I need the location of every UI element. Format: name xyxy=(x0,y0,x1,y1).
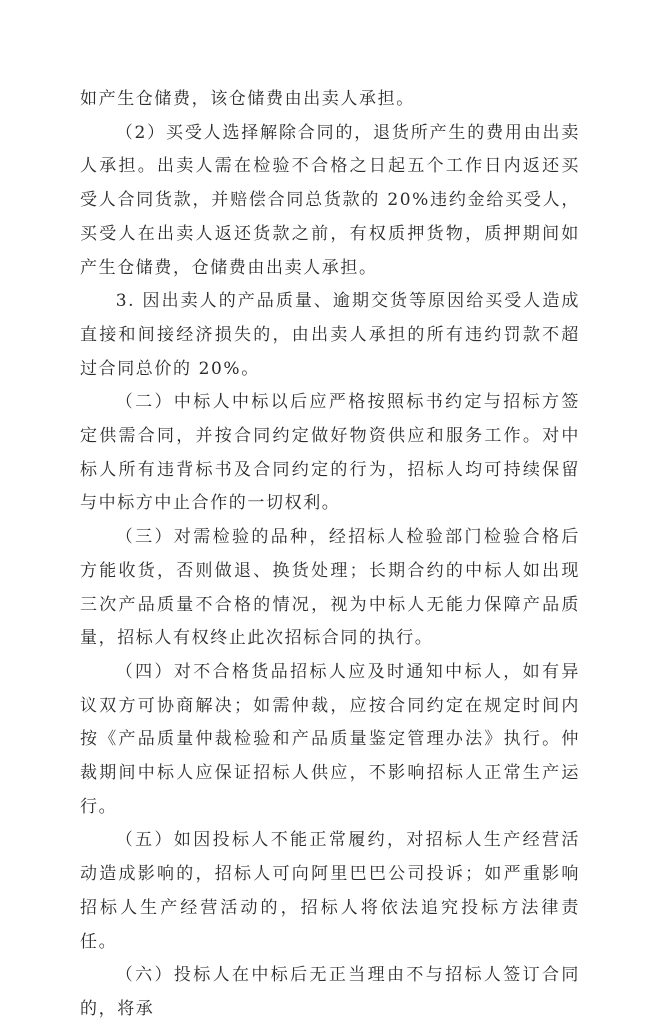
paragraph-section-5-complaint: （五）如因投标人不能正常履约，对招标人生产经营活动造成影响的，招标人可向阿里巴巴公司投诉；如严重影响招标人生产经营活动的，招标人将依法追究投标方法律责任。 xyxy=(80,830,580,952)
paragraph-section-3-inspection: （三）对需检验的品种，经招标人检验部门检验合格后方能收货，否则做退、换货处理；长期合约的中标人如出现三次产品质量不合格的情况，视为中标人无能力保障产品质量，招标人有权终止此次招标合同的执行。 xyxy=(80,527,580,649)
paragraph-clause-2-termination: （2）买受人选择解除合同的，退货所产生的费用由出卖人承担。出卖人需在检验不合格之日起五个工作日内返还买受人合同货款，并赔偿合同总货款的 20%违约金给买受人，买受人在出卖人返还货款之前，有权质押货物，质押期间如产生仓储费，仓储费由出卖人承担。 xyxy=(80,122,580,278)
document-page xyxy=(80,83,580,1027)
paragraph-storage-fee-continuation: 如产生仓储费，该仓储费由出卖人承担。 xyxy=(80,89,415,109)
paragraph-section-6-signing: （六）投标人在中标后无正当理由不与招标人签订合同的，将承 xyxy=(80,965,580,1019)
paragraph-clause-3-penalty-cap: 3. 因出卖人的产品质量、逾期交货等原因给买受人造成直接和间接经济损失的，由出卖人承担的所有违约罚款不超过合同总价的 20%。 xyxy=(80,291,580,379)
paragraph-section-4-arbitration: （四）对不合格货品招标人应及时通知中标人，如有异议双方可协商解决；如需仲裁，应按合同约定在规定时间内按《产品质量仲裁检验和产品质量鉴定管理办法》执行。仲裁期间中标人应保证招标人供应，不影响招标人正常生产运行。 xyxy=(80,661,580,817)
paragraph-section-2-contract: （二）中标人中标以后应严格按照标书约定与招标方签定供需合同，并按合同约定做好物资供应和服务工作。对中标人所有违背标书及合同约定的行为，招标人均可持续保留与中标方中止合作的一切权利。 xyxy=(80,392,580,514)
